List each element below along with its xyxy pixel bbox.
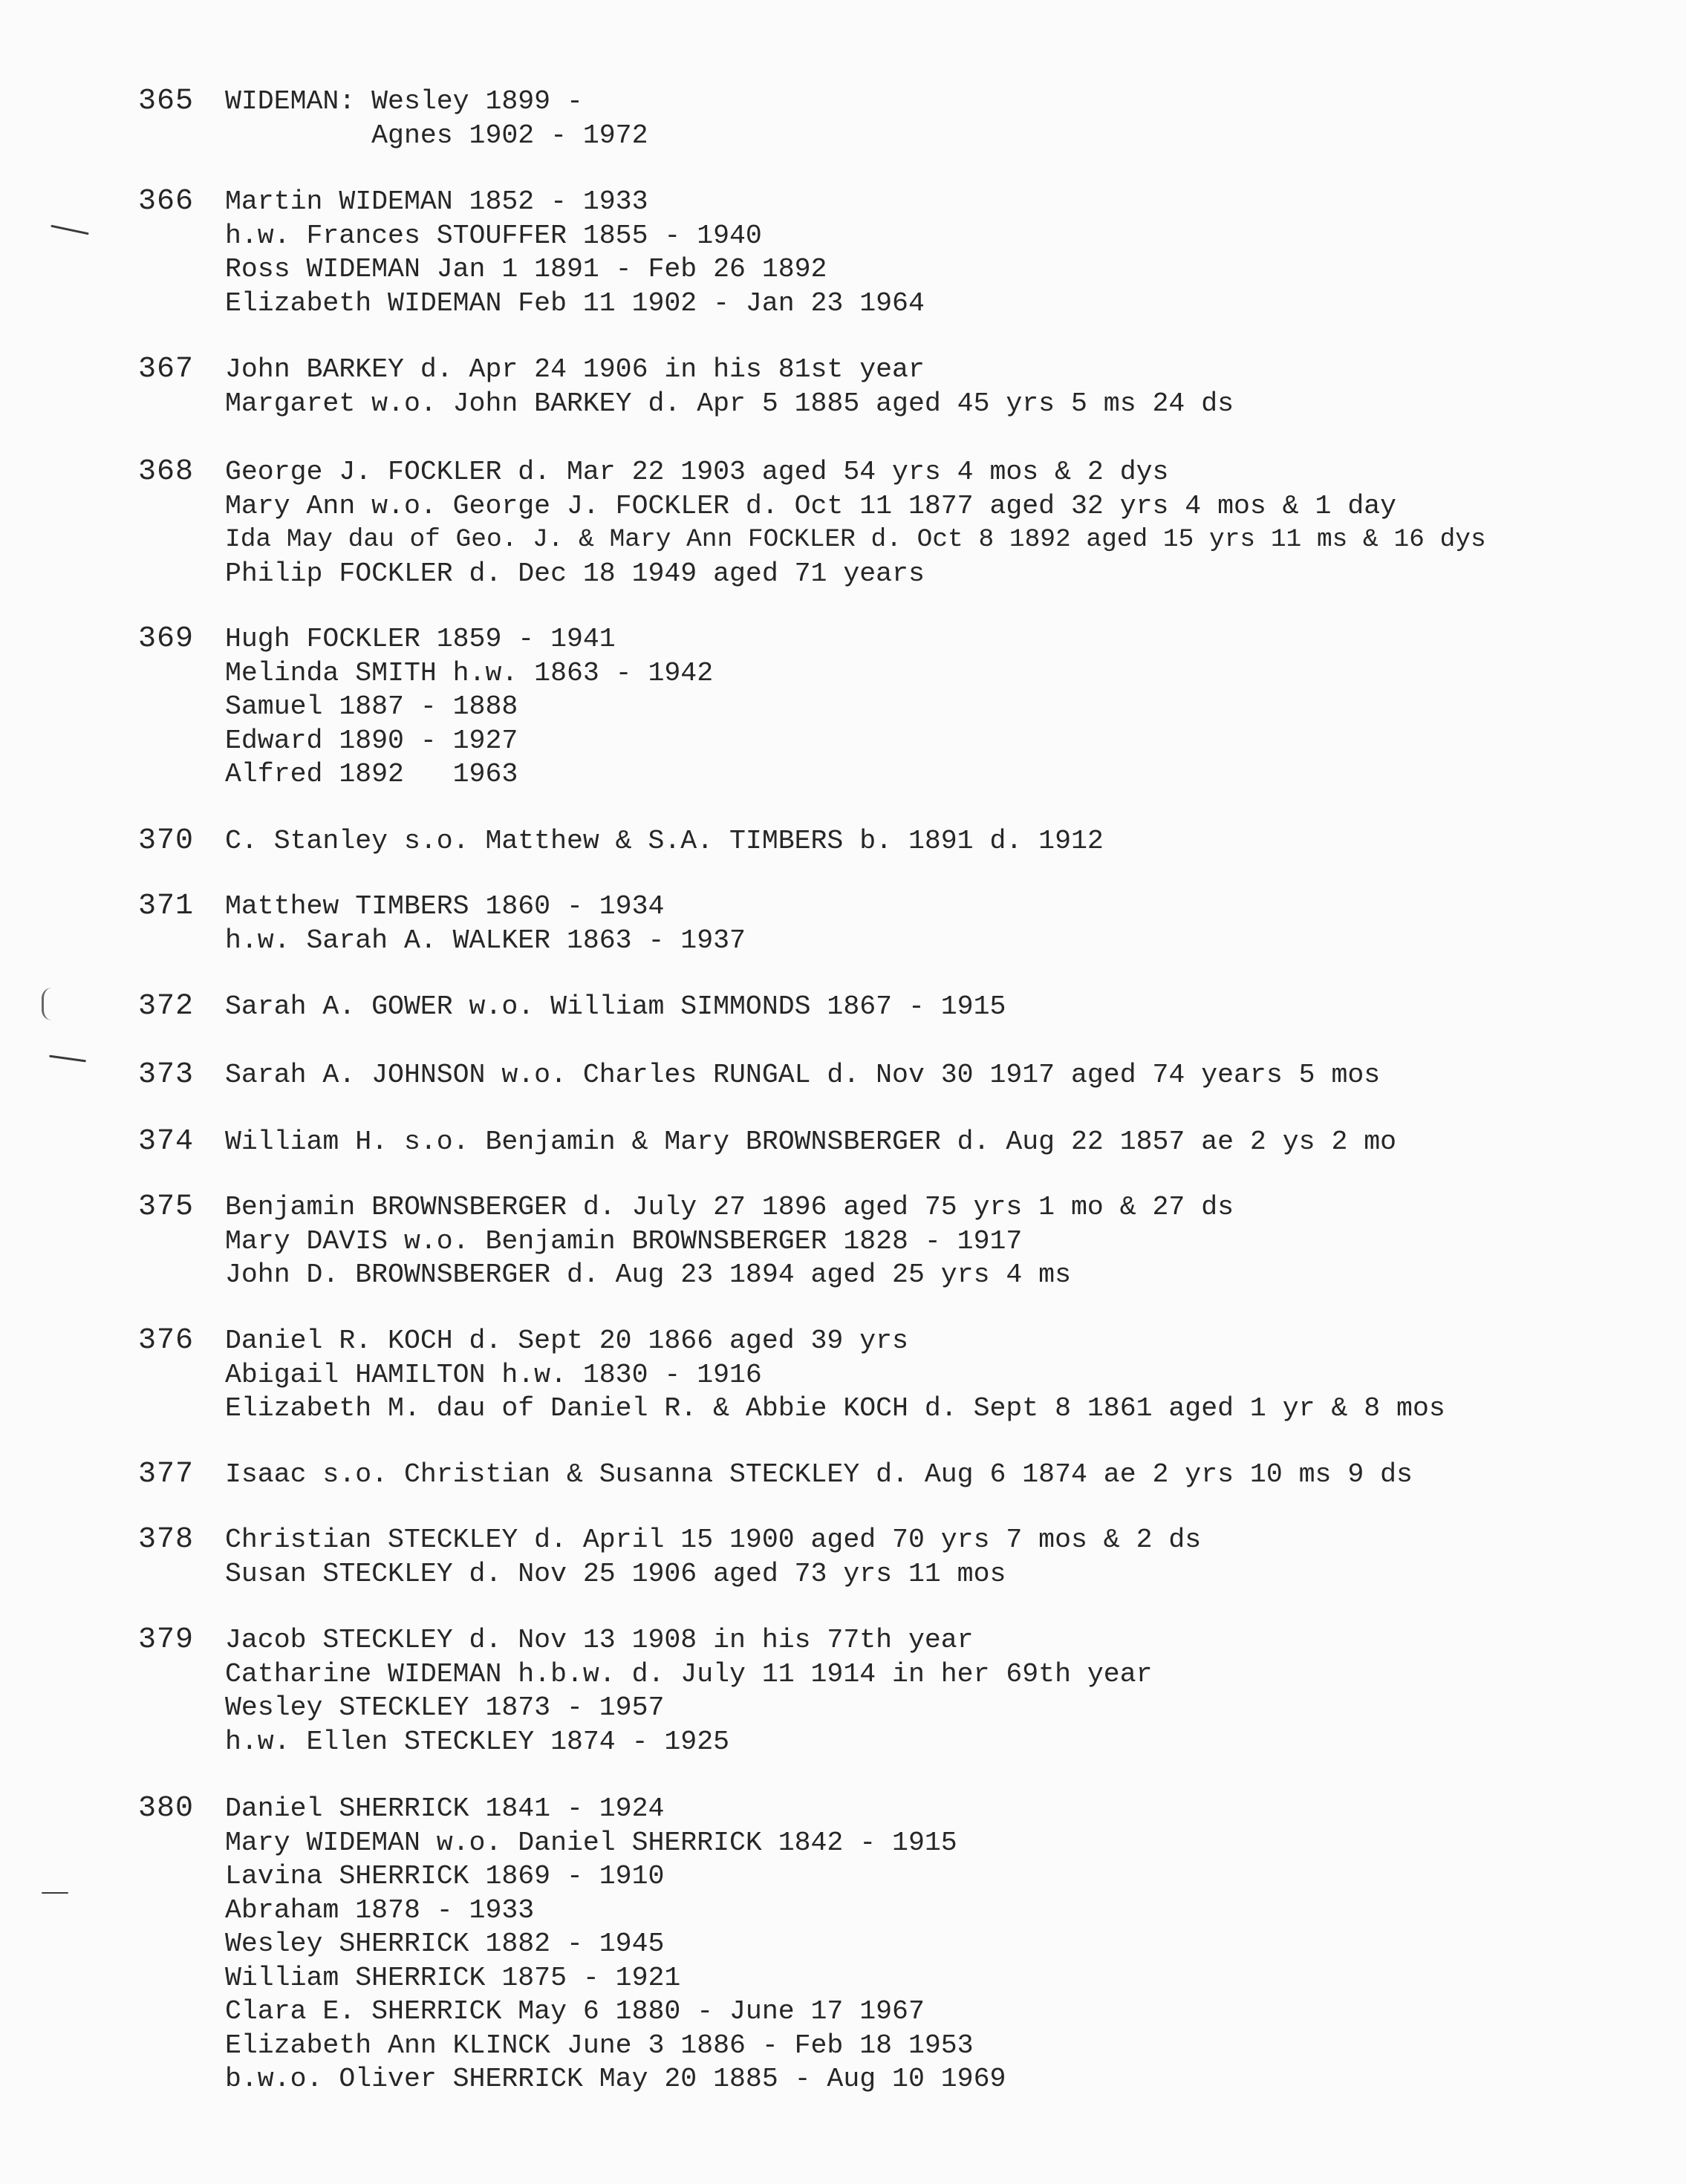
- record-line: C. Stanley s.o. Matthew & S.A. TIMBERS b. 1891 d. 1912: [225, 826, 1104, 856]
- record-line: Jacob STECKLEY d. Nov 13 1908 in his 77th year: [225, 1625, 974, 1655]
- record-number: 370: [138, 824, 195, 858]
- record-line: b.w.o. Oliver SHERRICK May 20 1885 - Aug 10 1969: [225, 2064, 1006, 2094]
- record-number: 373: [138, 1058, 195, 1092]
- record-line: Melinda SMITH h.w. 1863 - 1942: [225, 657, 714, 688]
- record-line: Abraham 1878 - 1933: [225, 1894, 535, 1926]
- record-number: 376: [138, 1324, 195, 1357]
- record-number: 365: [138, 85, 195, 118]
- record-line: George J. FOCKLER d. Mar 22 1903 aged 54 yrs 4 mos & 2 dys: [225, 457, 1169, 487]
- record-line: Mary DAVIS w.o. Benjamin BROWNSBERGER 1828 - 1917: [225, 1225, 1023, 1256]
- record-line: Isaac s.o. Christian & Susanna STECKLEY d. Aug 6 1874 ae 2 yrs 10 ms 9 ds: [225, 1459, 1413, 1490]
- record-line: Sarah A. JOHNSON w.o. Charles RUNGAL d. Nov 30 1917 aged 74 years 5 mos: [225, 1060, 1381, 1090]
- record-number: 367: [138, 353, 195, 386]
- record-number: 375: [138, 1190, 195, 1224]
- record-line: Elizabeth Ann KLINCK June 3 1886 - Feb 18 1953: [225, 2030, 974, 2061]
- margin-mark: [42, 1892, 68, 1894]
- record-line: Martin WIDEMAN 1852 - 1933: [225, 186, 648, 217]
- record-line: WIDEMAN: Wesley 1899 -: [225, 86, 583, 117]
- record-number: 374: [138, 1125, 195, 1158]
- record-number: 377: [138, 1458, 195, 1491]
- record-line: Elizabeth WIDEMAN Feb 11 1902 - Jan 23 1964: [225, 287, 925, 319]
- record-line: Lavina SHERRICK 1869 - 1910: [225, 1861, 665, 1891]
- record-line: Christian STECKLEY d. April 15 1900 aged 70 yrs 7 mos & 2 ds: [225, 1525, 1202, 1555]
- record-line: Sarah A. GOWER w.o. William SIMMONDS 1867 - 1915: [225, 991, 1006, 1022]
- record-line: Ida May dau of Geo. J. & Mary Ann FOCKLER d. Oct 8 1892 aged 15 yrs 11 ms & 16 dys: [225, 525, 1486, 554]
- record-line: Alfred 1892 1963: [225, 759, 518, 789]
- margin-mark: [42, 988, 54, 1020]
- record-number: 369: [138, 622, 195, 656]
- record-line: Philip FOCKLER d. Dec 18 1949 aged 71 years: [225, 558, 925, 589]
- record-line: Daniel SHERRICK 1841 - 1924: [225, 1793, 665, 1824]
- record-line: Agnes 1902 - 1972: [225, 120, 648, 151]
- record-number: 368: [138, 455, 195, 489]
- record-number: 379: [138, 1623, 195, 1657]
- record-line: Wesley SHERRICK 1882 - 1945: [225, 1929, 665, 1959]
- record-number: 371: [138, 890, 195, 923]
- record-number: 366: [138, 185, 195, 218]
- record-line: Mary WIDEMAN w.o. Daniel SHERRICK 1842 - 1915: [225, 1827, 957, 1858]
- record-number: 378: [138, 1523, 195, 1556]
- record-line: Hugh FOCKLER 1859 - 1941: [225, 624, 616, 654]
- record-line: Clara E. SHERRICK May 6 1880 - June 17 1967: [225, 1996, 925, 2027]
- record-line: Abigail HAMILTON h.w. 1830 - 1916: [225, 1359, 762, 1390]
- record-line: Wesley STECKLEY 1873 - 1957: [225, 1692, 665, 1723]
- record-line: h.w. Ellen STECKLEY 1874 - 1925: [225, 1726, 730, 1757]
- record-line: Edward 1890 - 1927: [225, 725, 518, 756]
- record-number: 372: [138, 990, 195, 1023]
- margin-mark: [51, 225, 88, 235]
- record-line: Catharine WIDEMAN h.b.w. d. July 11 1914 in her 69th year: [225, 1658, 1153, 1689]
- record-number: 380: [138, 1792, 195, 1825]
- record-line: John BARKEY d. Apr 24 1906 in his 81st year: [225, 354, 925, 385]
- record-line: John D. BROWNSBERGER d. Aug 23 1894 aged 25 yrs 4 ms: [225, 1259, 1071, 1290]
- record-line: Benjamin BROWNSBERGER d. July 27 1896 aged 75 yrs 1 mo & 27 ds: [225, 1192, 1234, 1222]
- record-line: Elizabeth M. dau of Daniel R. & Abbie KOCH d. Sept 8 1861 aged 1 yr & 8 mos: [225, 1393, 1445, 1424]
- record-line: Samuel 1887 - 1888: [225, 691, 518, 722]
- margin-mark: [49, 1055, 86, 1063]
- record-line: Matthew TIMBERS 1860 - 1934: [225, 891, 665, 922]
- record-line: h.w. Frances STOUFFER 1855 - 1940: [225, 220, 762, 251]
- record-line: Susan STECKLEY d. Nov 25 1906 aged 73 yrs 11 mos: [225, 1558, 1006, 1589]
- record-line: Mary Ann w.o. George J. FOCKLER d. Oct 11 1877 aged 32 yrs 4 mos & 1 day: [225, 490, 1397, 521]
- record-line: h.w. Sarah A. WALKER 1863 - 1937: [225, 925, 746, 956]
- record-line: William H. s.o. Benjamin & Mary BROWNSBERGER d. Aug 22 1857 ae 2 ys 2 mo: [225, 1127, 1397, 1157]
- record-line: Ross WIDEMAN Jan 1 1891 - Feb 26 1892: [225, 254, 827, 284]
- record-line: William SHERRICK 1875 - 1921: [225, 1962, 681, 1993]
- record-line: Daniel R. KOCH d. Sept 20 1866 aged 39 yrs: [225, 1326, 908, 1356]
- record-line: Margaret w.o. John BARKEY d. Apr 5 1885 aged 45 yrs 5 ms 24 ds: [225, 388, 1234, 419]
